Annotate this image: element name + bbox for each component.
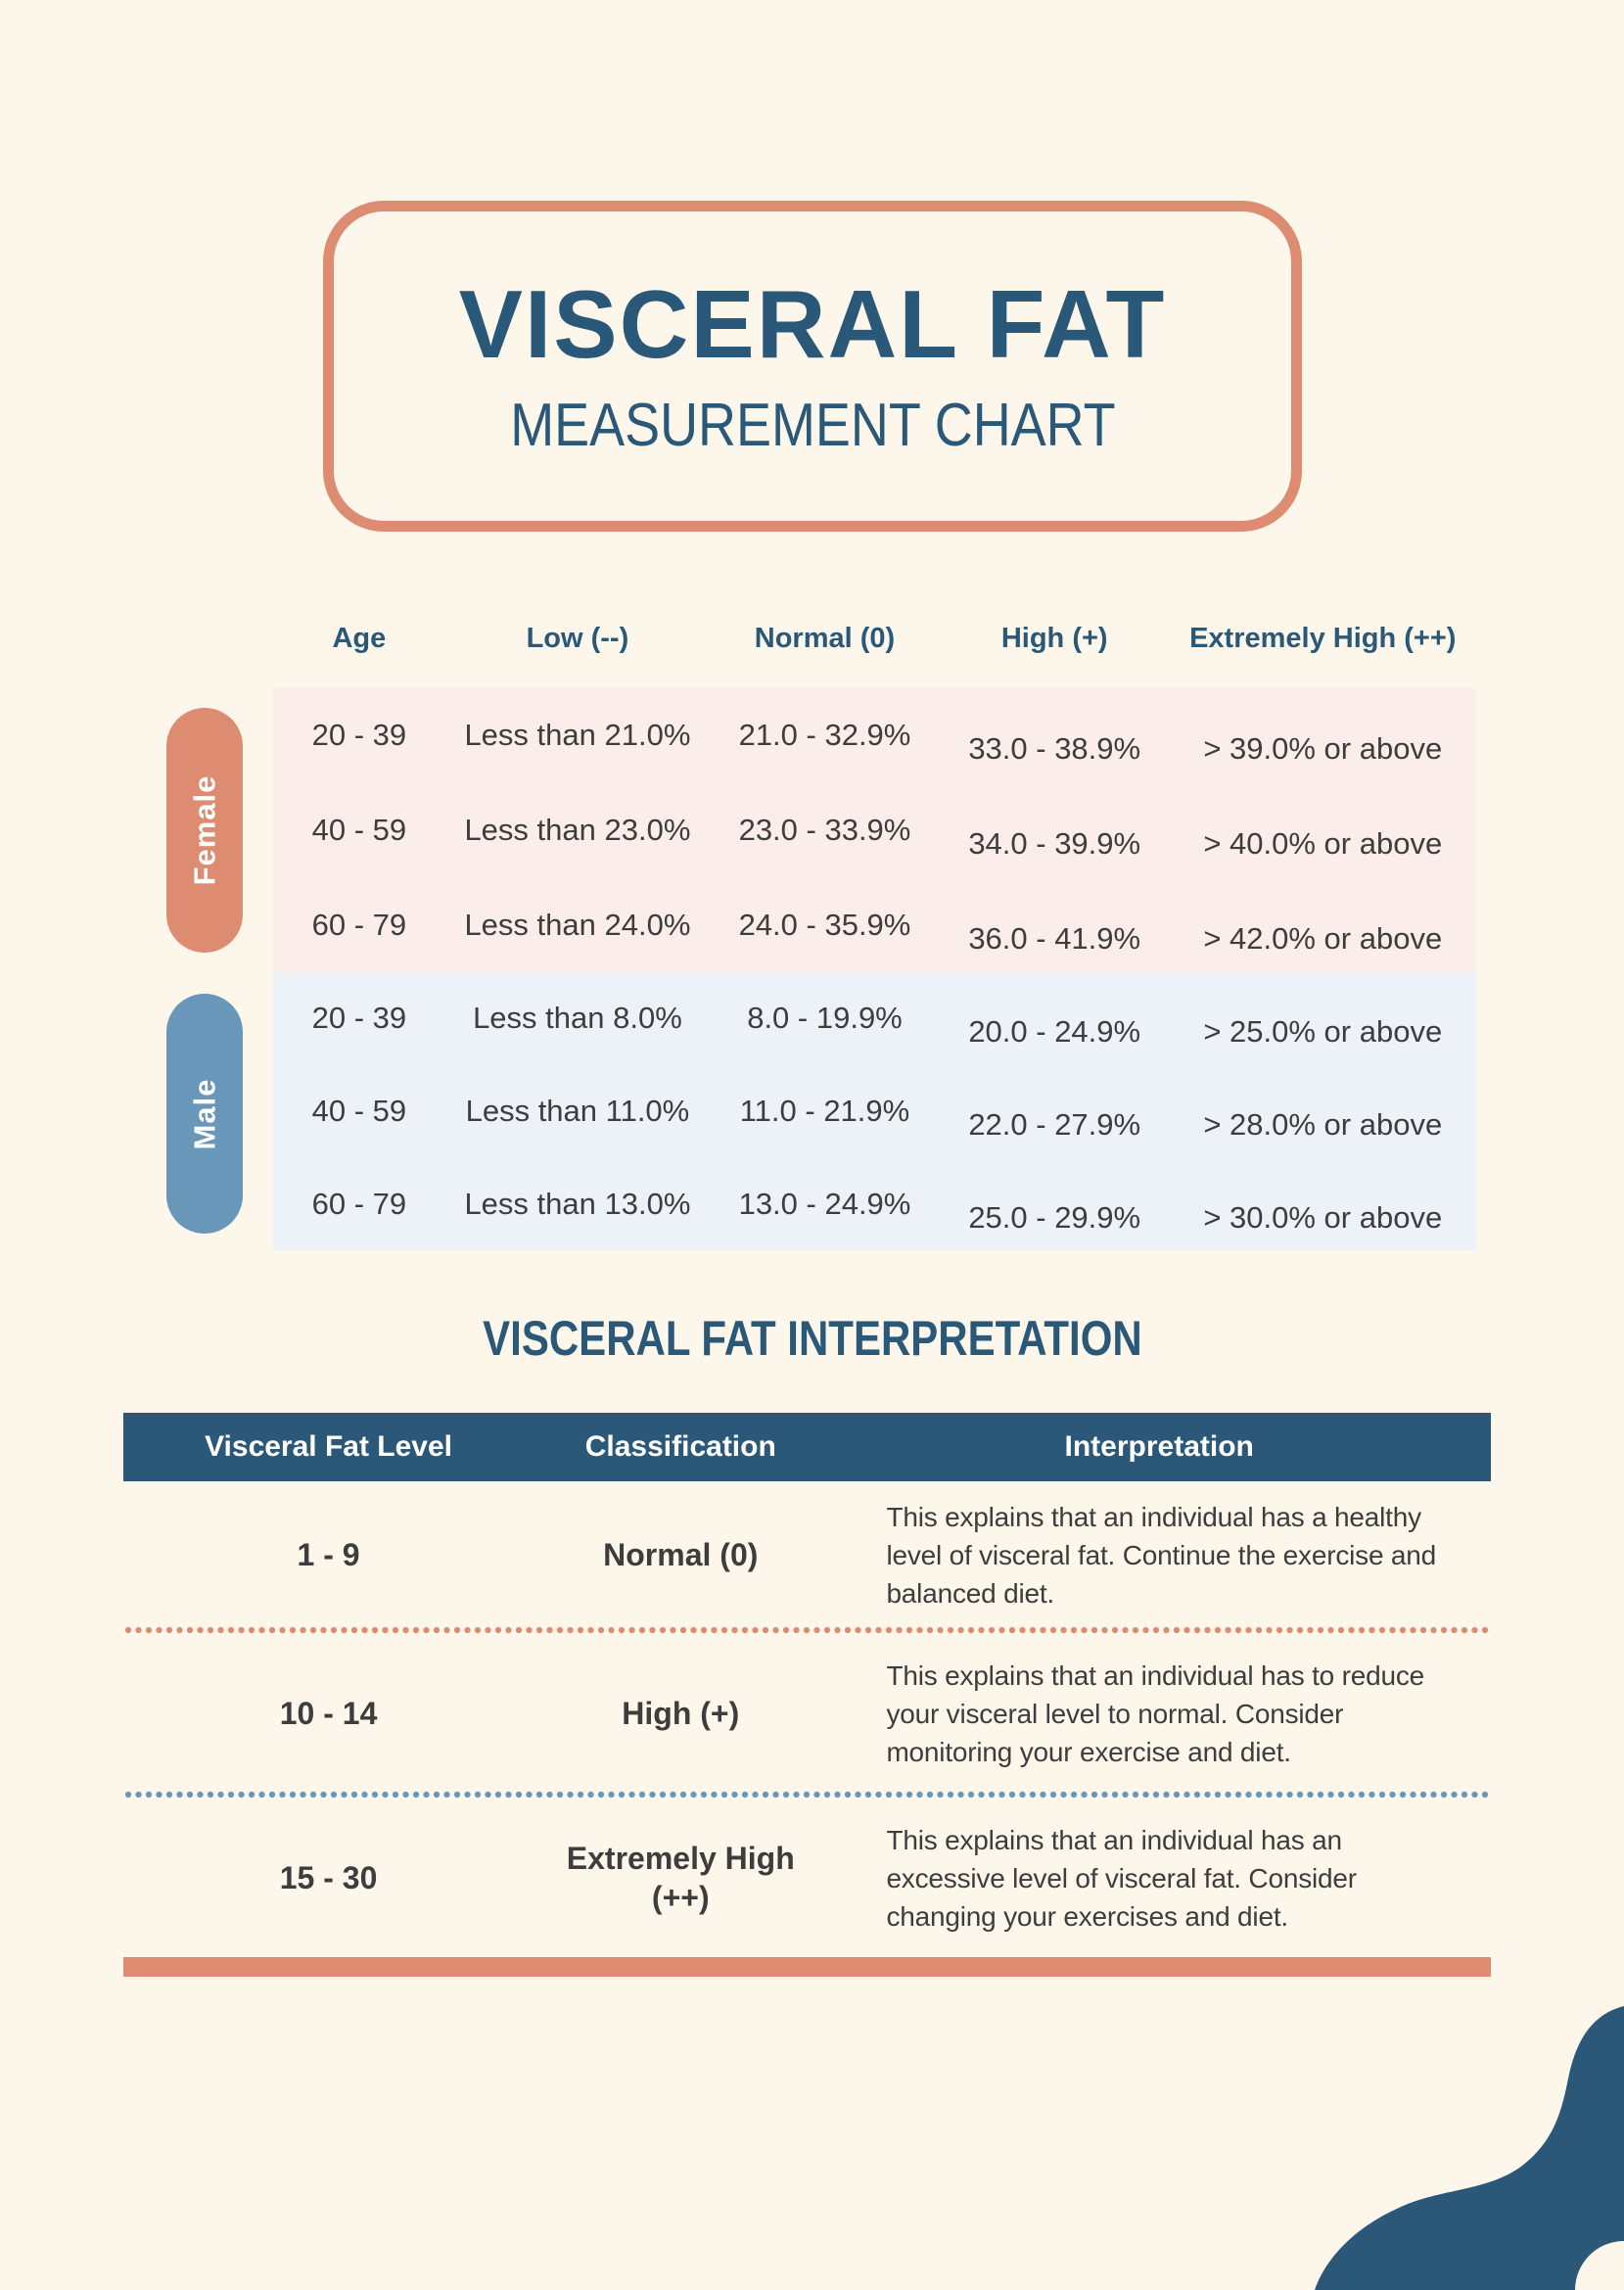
table-cell: 20 - 39 <box>311 1001 407 1036</box>
col-header-visceral-fat-level: Visceral Fat Level <box>205 1430 453 1463</box>
table-row <box>273 1065 1476 1158</box>
table-row <box>273 877 1476 972</box>
table-cell: 22.0 - 27.9% <box>968 1106 1141 1142</box>
level-cell: 10 - 14 <box>279 1695 378 1731</box>
level-cell: 1 - 9 <box>297 1536 360 1572</box>
table-cell: Less than 11.0% <box>465 1093 690 1128</box>
table-cell: > 42.0% or above <box>1203 920 1443 956</box>
table-row <box>273 783 1476 878</box>
corner-wave-shape <box>1232 1986 1624 2290</box>
level-cell: 15 - 30 <box>279 1859 378 1895</box>
dotted-divider <box>123 1790 1491 1799</box>
col-header-high: High (+) <box>1000 622 1108 654</box>
table-row <box>273 1157 1476 1250</box>
table-cell: Less than 21.0% <box>464 718 691 753</box>
table-cell: 20.0 - 24.9% <box>968 1014 1141 1050</box>
table-cell: Less than 24.0% <box>464 907 691 942</box>
interpretation-row <box>123 1640 1491 1787</box>
table-cell: 13.0 - 24.9% <box>738 1186 911 1221</box>
table-row <box>273 688 1476 783</box>
interpretation-text: This explains that an individual has a healthy level of visceral fat. Continue the exercise and balanced diet. <box>886 1501 1437 1609</box>
table-cell: 21.0 - 32.9% <box>738 718 911 753</box>
table-cell: 60 - 79 <box>311 907 407 942</box>
table-cell: 34.0 - 39.9% <box>968 825 1141 861</box>
classification-cell: Extremely High (++) <box>566 1841 795 1915</box>
table-cell: 23.0 - 33.9% <box>738 812 911 847</box>
measurement-table-header <box>273 617 1476 660</box>
table-cell: > 28.0% or above <box>1203 1106 1443 1142</box>
table-cell: > 39.0% or above <box>1203 731 1443 767</box>
female-label-text: Female <box>187 774 221 886</box>
interpretation-table-header <box>123 1413 1491 1481</box>
col-header-classification: Classification <box>584 1430 776 1463</box>
table-cell: 11.0 - 21.9% <box>739 1093 910 1128</box>
classification-cell: Normal (0) <box>603 1537 759 1572</box>
table-cell: 40 - 59 <box>311 1093 407 1128</box>
col-header-extremely-high: Extremely High (++) <box>1189 622 1457 654</box>
interpretation-row <box>123 1481 1491 1628</box>
table-cell: Less than 13.0% <box>464 1186 691 1221</box>
interpretation-row <box>123 1804 1491 1951</box>
table-cell: > 25.0% or above <box>1203 1014 1443 1050</box>
male-section <box>273 972 1476 1250</box>
measurement-table <box>273 688 1476 1250</box>
female-pill-label <box>166 708 243 953</box>
table-cell: > 40.0% or above <box>1203 825 1443 861</box>
table-cell: 25.0 - 29.9% <box>968 1199 1141 1235</box>
table-cell: 20 - 39 <box>311 718 407 753</box>
interpretation-text: This explains that an individual has an excessive level of visceral fat. Consider changing your exercises and diet. <box>886 1824 1357 1932</box>
table-cell: 40 - 59 <box>311 812 407 847</box>
table-row <box>273 972 1476 1065</box>
table-cell: 24.0 - 35.9% <box>738 907 911 942</box>
interpretation-heading: VISCERAL FAT INTERPRETATION <box>482 1311 1142 1366</box>
title-card <box>323 201 1302 532</box>
table-cell: 33.0 - 38.9% <box>968 731 1141 767</box>
male-label-text: Male <box>186 1078 221 1149</box>
col-header-low: Low (--) <box>526 622 629 654</box>
classification-cell: High (+) <box>622 1696 740 1731</box>
page-title: VISCERAL FAT <box>458 270 1167 378</box>
table-cell: 8.0 - 19.9% <box>747 1001 903 1036</box>
page-subtitle: MEASUREMENT CHART <box>509 392 1116 459</box>
dotted-divider <box>123 1625 1491 1635</box>
col-header-normal: Normal (0) <box>754 622 896 654</box>
interpretation-text: This explains that an individual has to reduce your visceral level to normal. Consider monitoring your exercise and diet. <box>886 1659 1425 1767</box>
col-header-age: Age <box>332 622 387 654</box>
table-cell: 36.0 - 41.9% <box>968 920 1141 956</box>
table-cell: > 30.0% or above <box>1203 1199 1443 1235</box>
female-section <box>273 688 1476 972</box>
col-header-interpretation: Interpretation <box>1064 1430 1254 1463</box>
table-cell: 60 - 79 <box>311 1186 407 1221</box>
table-cell: Less than 23.0% <box>464 812 691 847</box>
table-cell: Less than 8.0% <box>473 1001 682 1036</box>
footer-accent-bar <box>123 1957 1491 1977</box>
male-pill-label <box>166 994 243 1234</box>
